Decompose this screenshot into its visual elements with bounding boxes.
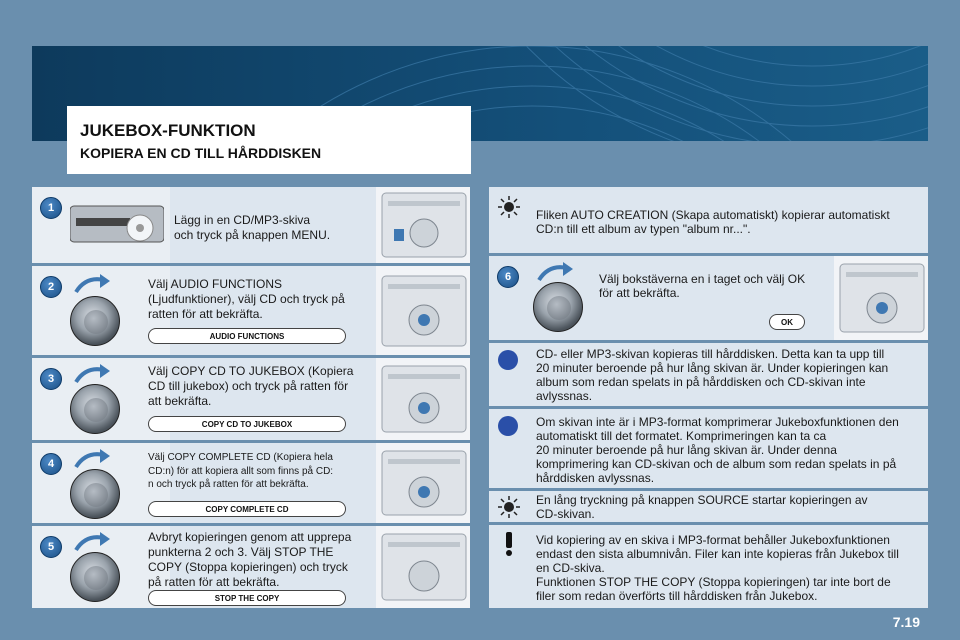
tip-text: Fliken AUTO CREATION (Skapa automatiskt) kopierar automatiskt CD:n till ett album av typen "album nr...". bbox=[536, 208, 890, 236]
step-5-text: Avbryt kopieringen genom att upprepa punkterna 2 och 3. Välj STOP THE COPY (Stoppa kopieringen) och tryck på ratten för att bekräfta. bbox=[148, 530, 352, 589]
knob-icon bbox=[70, 552, 120, 602]
sun-tip-icon bbox=[497, 495, 521, 524]
step-number-badge: 1 bbox=[40, 197, 62, 219]
info-text: Om skivan inte är i MP3-format komprimerar Jukeboxfunktionen den automatiskt till det formatet. Komprimeringen kan ta ca 20 minuter beroende på hur lång skivan är. Under denna komprimering kan CD-skivan och de album som redan spelats in på hårddisken avlyssnas. bbox=[536, 415, 899, 485]
step-number-badge: 2 bbox=[40, 276, 62, 298]
tip-box-source bbox=[489, 491, 928, 522]
control-panel-icon bbox=[376, 443, 470, 523]
tip-box-auto-creation bbox=[489, 187, 928, 253]
info-dot-icon bbox=[497, 415, 519, 442]
command-pill: OK bbox=[769, 314, 805, 330]
step-number-badge: 3 bbox=[40, 368, 62, 390]
step-2-text: Välj AUDIO FUNCTIONS (Ljudfunktioner), välj CD och tryck på ratten för att bekräfta. bbox=[148, 277, 345, 321]
step-6 bbox=[489, 256, 928, 340]
command-pill: COPY CD TO JUKEBOX bbox=[148, 416, 346, 432]
control-panel-icon bbox=[376, 358, 470, 440]
sun-tip-icon bbox=[497, 195, 521, 224]
command-pill: COPY COMPLETE CD bbox=[148, 501, 346, 517]
info-box-copy-time bbox=[489, 343, 928, 406]
knob-icon bbox=[70, 469, 120, 519]
warning-text: Vid kopiering av en skiva i MP3-format behåller Jukeboxfunktionen endast den sista albumnivån. Filer kan inte kopieras från Jukebox till en CD-skiva. Funktionen STOP THE COPY (Stoppa kopieringen) tar inte bort de filer som redan överförts till hårddisken från Jukebox. bbox=[536, 533, 899, 603]
control-panel-icon bbox=[834, 256, 928, 340]
knob-icon bbox=[70, 296, 120, 346]
step-number-badge: 4 bbox=[40, 453, 62, 475]
step-6-text: Välj bokstäverna en i taget och välj OK för att bekräfta. bbox=[599, 272, 806, 300]
command-pill: AUDIO FUNCTIONS bbox=[148, 328, 346, 344]
step-1 bbox=[32, 187, 470, 263]
control-panel-icon bbox=[376, 187, 470, 263]
warning-exclamation-icon bbox=[499, 531, 519, 562]
step-4-text: Välj COPY COMPLETE CD (Kopiera hela CD:n) för att kopiera allt som finns på CD: n och tryck på ratten för att bekräfta. bbox=[148, 452, 334, 490]
step-1-text: Lägg in en CD/MP3-skiva och tryck på knappen MENU. bbox=[174, 213, 331, 242]
control-panel-icon bbox=[376, 266, 470, 355]
info-dot-icon bbox=[497, 349, 519, 376]
page-title: JUKEBOX-FUNKTION bbox=[80, 121, 256, 140]
control-panel-icon bbox=[376, 526, 470, 608]
step-2 bbox=[32, 266, 470, 355]
page-subtitle: KOPIERA EN CD TILL HÅRDDISKEN bbox=[80, 145, 322, 161]
cd-player-icon bbox=[70, 204, 164, 249]
info-box-compression bbox=[489, 409, 928, 488]
info-text: CD- eller MP3-skivan kopieras till hårddisken. Detta kan ta upp till 20 minuter beroende på hur lång skivan är. Under kopieringen kan album som redan spelats in på hårddisken och CD-skivan inte avlyssnas. bbox=[536, 347, 889, 403]
knob-icon bbox=[533, 282, 583, 332]
warning-box bbox=[489, 525, 928, 608]
tip-text: En lång tryckning på knappen SOURCE startar kopieringen av CD-skivan. bbox=[536, 493, 868, 521]
step-number-badge: 5 bbox=[40, 536, 62, 558]
step-3-text: Välj COPY CD TO JUKEBOX (Kopiera CD till jukebox) och tryck på ratten för att bekräfta. bbox=[148, 364, 354, 408]
step-3 bbox=[32, 358, 470, 440]
step-number-badge: 6 bbox=[497, 266, 519, 288]
command-pill: STOP THE COPY bbox=[148, 590, 346, 606]
step-5 bbox=[32, 526, 470, 608]
page-number: 7.19 bbox=[892, 614, 920, 630]
knob-icon bbox=[70, 384, 120, 434]
step-4 bbox=[32, 443, 470, 523]
